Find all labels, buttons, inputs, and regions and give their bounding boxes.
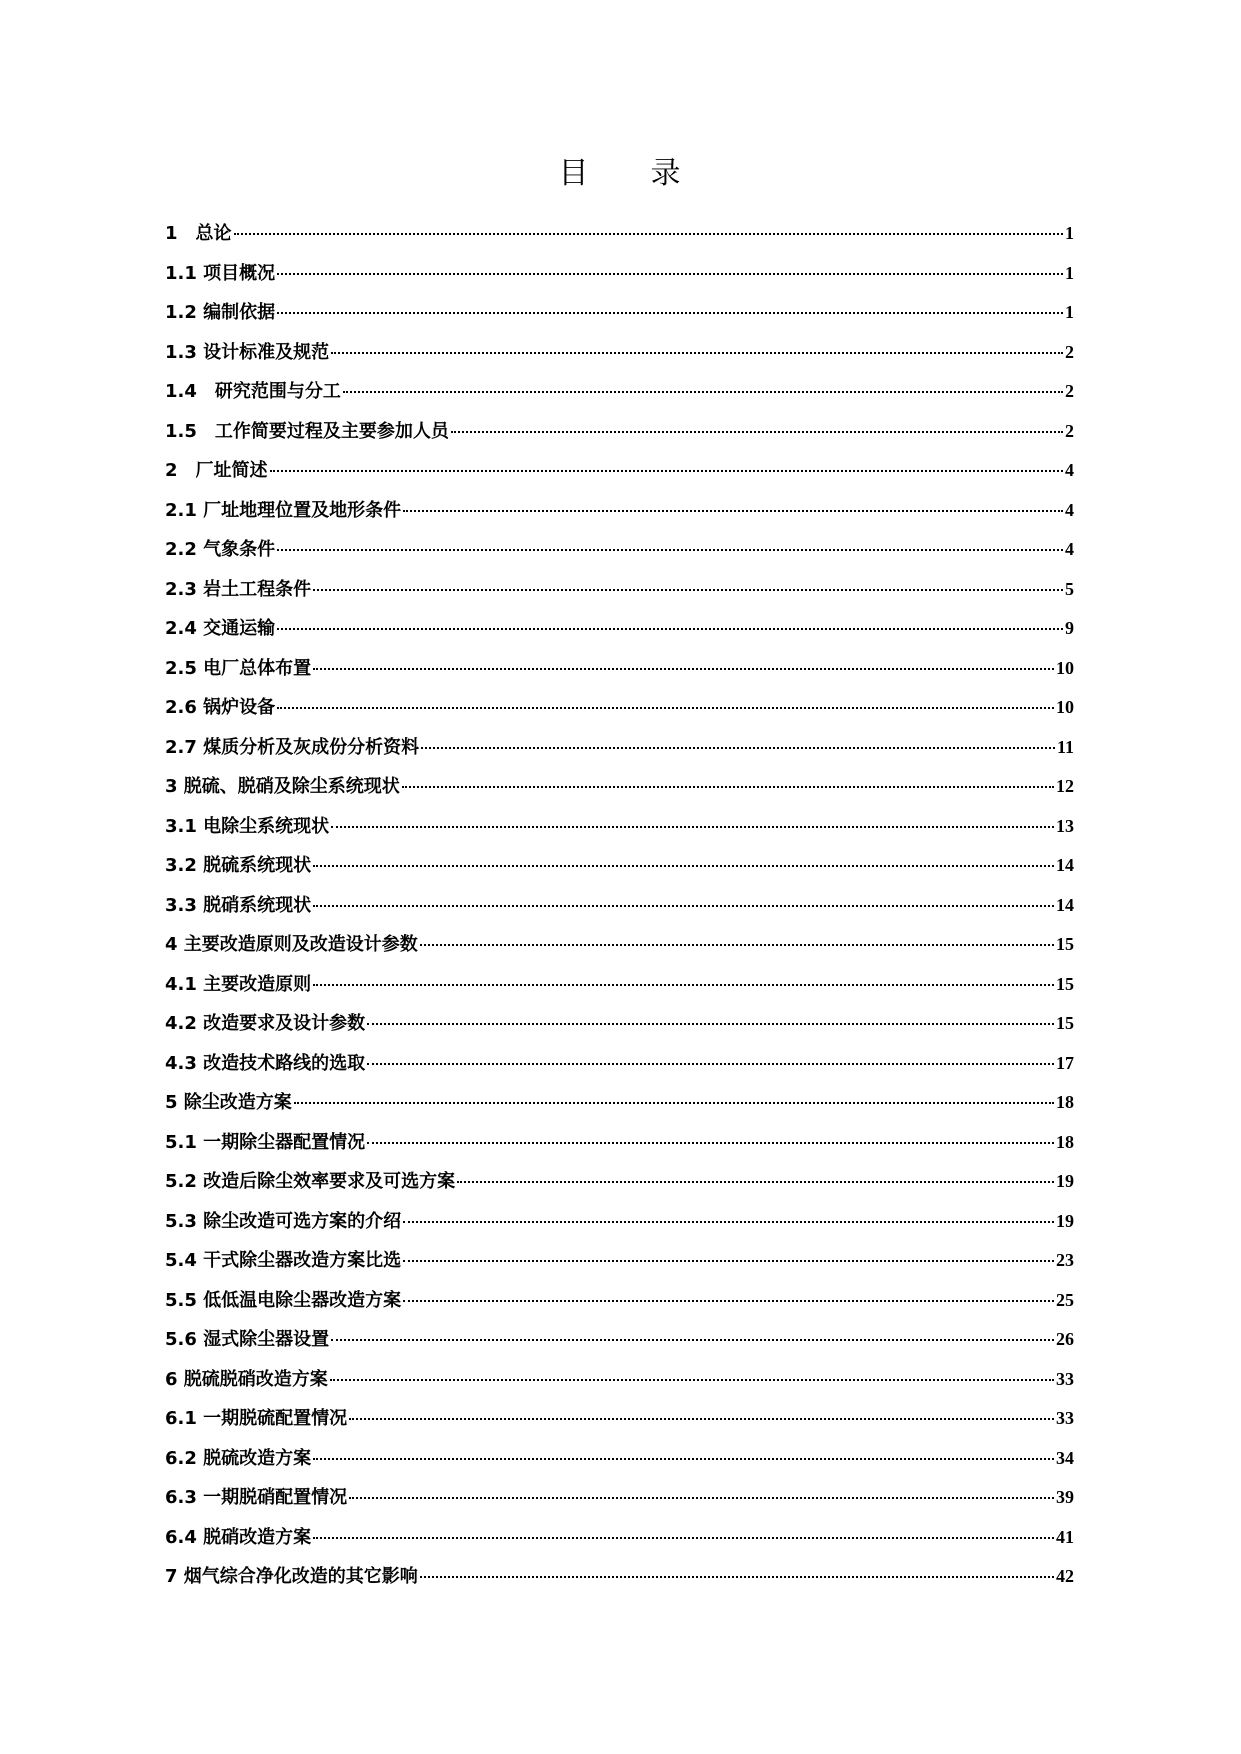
toc-dot-leader: [313, 589, 1063, 591]
toc-entry-page-number: 2: [1065, 420, 1074, 441]
toc-entry[interactable]: [165, 767, 1074, 807]
toc-entry-label: 6.3 一期脱硝配置情况: [165, 1487, 348, 1508]
toc-entry-label: 5.1 一期除尘器配置情况: [165, 1131, 366, 1153]
toc-entry-page-number: 25: [1056, 1289, 1074, 1310]
toc-entry[interactable]: [165, 728, 1074, 768]
toc-dot-leader: [403, 1260, 1054, 1262]
toc-entry-page-number: 2: [1065, 341, 1074, 362]
toc-dot-leader: [403, 1221, 1054, 1223]
toc-entry[interactable]: [165, 293, 1074, 333]
toc-entry[interactable]: [165, 1241, 1074, 1281]
table-of-contents: [165, 214, 1074, 1597]
toc-entry-label: 1 总论: [165, 223, 232, 244]
toc-entry[interactable]: [165, 254, 1074, 294]
toc-entry-label: 5.4 干式除尘器改造方案比选: [165, 1250, 402, 1271]
toc-entry-label: 6.4 脱硝改造方案: [165, 1526, 312, 1548]
toc-dot-leader: [277, 707, 1054, 709]
toc-entry-label: 5.3 除尘改造可选方案的介绍: [165, 1210, 402, 1232]
toc-entry-page-number: 18: [1056, 1131, 1074, 1152]
toc-title: [0, 148, 1241, 192]
toc-entry[interactable]: [165, 1518, 1074, 1558]
toc-dot-leader: [330, 1379, 1054, 1381]
toc-dot-leader: [421, 747, 1055, 749]
toc-entry-page-number: 41: [1056, 1526, 1074, 1547]
toc-title-char-1: 目: [558, 156, 591, 191]
toc-entry-label: 5.2 改造后除尘效率要求及可选方案: [165, 1171, 456, 1192]
toc-entry[interactable]: [165, 451, 1074, 491]
toc-entry[interactable]: [165, 1162, 1074, 1202]
toc-entry[interactable]: [165, 1320, 1074, 1360]
toc-entry-label: 6.2 脱硫改造方案: [165, 1447, 312, 1469]
toc-dot-leader: [367, 1063, 1054, 1065]
toc-entry[interactable]: [165, 1557, 1074, 1597]
toc-entry-label: 2.1 厂址地理位置及地形条件: [165, 499, 402, 521]
toc-dot-leader: [420, 1576, 1054, 1578]
toc-entry-label: 3.2 脱硫系统现状: [165, 855, 312, 876]
toc-entry[interactable]: [165, 1123, 1074, 1163]
toc-entry-page-number: 4: [1065, 539, 1074, 559]
toc-title-char-2: 录: [650, 156, 683, 191]
toc-entry-label: 7 烟气综合净化改造的其它影响: [165, 1566, 418, 1587]
toc-entry-label: 6.1 一期脱硫配置情况: [165, 1408, 348, 1429]
toc-dot-leader: [234, 233, 1063, 235]
toc-entry-label: 3 脱硫、脱硝及除尘系统现状: [165, 776, 400, 797]
toc-dot-leader: [457, 1181, 1054, 1183]
toc-dot-leader: [313, 1458, 1054, 1460]
toc-entry-label: 2 厂址简述: [165, 460, 268, 481]
toc-entry-label: 2.6 锅炉设备: [165, 697, 276, 718]
toc-entry-page-number: 1: [1065, 262, 1074, 283]
toc-entry-page-number: 19: [1056, 1210, 1074, 1231]
toc-entry-page-number: 12: [1056, 776, 1074, 796]
toc-dot-leader: [403, 1300, 1054, 1302]
toc-entry-page-number: 23: [1056, 1250, 1074, 1270]
toc-dot-leader: [349, 1418, 1054, 1420]
toc-entry[interactable]: [165, 886, 1074, 926]
toc-entry-page-number: 42: [1056, 1566, 1074, 1586]
toc-entry-label: 4.1 主要改造原则: [165, 973, 312, 995]
toc-dot-leader: [403, 510, 1063, 512]
toc-entry-page-number: 4: [1065, 460, 1074, 480]
toc-entry[interactable]: [165, 214, 1074, 254]
toc-entry-label: 4.3 改造技术路线的选取: [165, 1052, 366, 1074]
toc-entry-page-number: 4: [1065, 499, 1074, 520]
toc-dot-leader: [367, 1023, 1054, 1025]
toc-entry-page-number: 1: [1065, 302, 1074, 322]
toc-dot-leader: [313, 668, 1054, 670]
toc-entry-page-number: 26: [1056, 1329, 1074, 1349]
toc-entry-page-number: 13: [1056, 815, 1074, 836]
toc-entry-page-number: 33: [1056, 1408, 1074, 1428]
toc-entry-label: 1.5 工作简要过程及主要参加人员: [165, 420, 449, 442]
toc-dot-leader: [277, 549, 1063, 551]
toc-dot-leader: [331, 352, 1063, 354]
toc-entry[interactable]: [165, 333, 1074, 373]
toc-dot-leader: [343, 391, 1063, 393]
toc-entry-page-number: 11: [1056, 736, 1074, 757]
toc-entry[interactable]: [165, 688, 1074, 728]
toc-entry-page-number: 19: [1056, 1171, 1074, 1191]
toc-entry[interactable]: [165, 1439, 1074, 1479]
toc-entry-page-number: 17: [1056, 1052, 1074, 1073]
toc-dot-leader: [294, 1102, 1054, 1104]
toc-entry[interactable]: [165, 372, 1074, 412]
toc-entry[interactable]: [165, 491, 1074, 531]
toc-entry-label: 5 除尘改造方案: [165, 1092, 292, 1113]
toc-entry-label: 2.5 电厂总体布置: [165, 657, 312, 679]
toc-entry[interactable]: [165, 649, 1074, 689]
toc-entry[interactable]: [165, 1360, 1074, 1400]
toc-entry-label: 5.6 湿式除尘器设置: [165, 1329, 330, 1350]
toc-entry-label: 1.1 项目概况: [165, 262, 276, 284]
toc-entry-page-number: 18: [1056, 1092, 1074, 1112]
toc-dot-leader: [367, 1142, 1054, 1144]
toc-entry[interactable]: [165, 1202, 1074, 1242]
toc-dot-leader: [313, 905, 1054, 907]
toc-entry-page-number: 33: [1056, 1368, 1074, 1389]
toc-dot-leader: [270, 470, 1063, 472]
toc-dot-leader: [331, 826, 1054, 828]
toc-entry-label: 1.3 设计标准及规范: [165, 341, 330, 363]
toc-entry-page-number: 15: [1056, 934, 1074, 954]
toc-entry-page-number: 39: [1056, 1487, 1074, 1507]
toc-entry-label: 1.2 编制依据: [165, 302, 276, 323]
toc-entry-page-number: 15: [1056, 973, 1074, 994]
toc-entry-label: 3.1 电除尘系统现状: [165, 815, 330, 837]
toc-entry-label: 2.7 煤质分析及灰成份分析资料: [165, 736, 420, 758]
toc-dot-leader: [277, 273, 1063, 275]
toc-entry-label: 2.2 气象条件: [165, 539, 276, 560]
toc-dot-leader: [420, 944, 1054, 946]
toc-entry[interactable]: [165, 412, 1074, 452]
toc-entry-label: 2.4 交通运输: [165, 618, 276, 639]
toc-dot-leader: [451, 431, 1063, 433]
toc-entry-label: 2.3 岩土工程条件: [165, 578, 312, 600]
toc-entry-page-number: 34: [1056, 1447, 1074, 1468]
toc-entry-label: 5.5 低低温电除尘器改造方案: [165, 1289, 402, 1311]
toc-entry[interactable]: [165, 570, 1074, 610]
toc-entry-page-number: 5: [1065, 578, 1074, 599]
toc-dot-leader: [331, 1339, 1054, 1341]
toc-entry[interactable]: [165, 965, 1074, 1005]
toc-entry[interactable]: [165, 807, 1074, 847]
toc-dot-leader: [313, 1537, 1054, 1539]
toc-dot-leader: [277, 312, 1063, 314]
toc-entry-page-number: 15: [1056, 1013, 1074, 1033]
toc-entry-page-number: 14: [1056, 855, 1074, 875]
toc-entry-label: 6 脱硫脱硝改造方案: [165, 1368, 328, 1390]
toc-dot-leader: [313, 865, 1054, 867]
toc-entry-page-number: 2: [1065, 381, 1074, 401]
toc-entry-label: 4 主要改造原则及改造设计参数: [165, 934, 418, 955]
toc-dot-leader: [402, 786, 1054, 788]
toc-dot-leader: [313, 984, 1054, 986]
toc-entry[interactable]: [165, 1478, 1074, 1518]
toc-entry[interactable]: [165, 1281, 1074, 1321]
toc-entry-label: 4.2 改造要求及设计参数: [165, 1013, 366, 1034]
toc-entry-label: 1.4 研究范围与分工: [165, 381, 341, 402]
toc-entry[interactable]: [165, 846, 1074, 886]
toc-dot-leader: [277, 628, 1063, 630]
toc-entry-label: 3.3 脱硝系统现状: [165, 894, 312, 916]
toc-entry[interactable]: [165, 1083, 1074, 1123]
toc-entry[interactable]: [165, 925, 1074, 965]
toc-entry-page-number: 14: [1056, 894, 1074, 915]
toc-entry[interactable]: [165, 609, 1074, 649]
toc-entry[interactable]: [165, 530, 1074, 570]
toc-entry-page-number: 10: [1056, 697, 1074, 717]
toc-entry-page-number: 9: [1065, 618, 1074, 638]
toc-entry-page-number: 1: [1065, 223, 1074, 243]
toc-entry[interactable]: [165, 1399, 1074, 1439]
toc-entry[interactable]: [165, 1004, 1074, 1044]
toc-entry-page-number: 10: [1056, 657, 1074, 678]
toc-dot-leader: [349, 1497, 1054, 1499]
toc-entry[interactable]: [165, 1044, 1074, 1084]
